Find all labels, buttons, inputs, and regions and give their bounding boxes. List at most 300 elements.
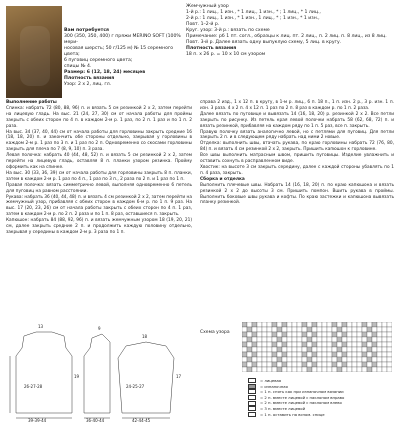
chart-cell	[337, 342, 342, 347]
chart-cell	[327, 347, 332, 352]
chart-cell	[262, 322, 267, 327]
chart-cell	[297, 352, 302, 357]
chart-cell	[307, 352, 312, 357]
chart-cell	[307, 342, 312, 347]
chart-cell	[252, 357, 257, 362]
chart-cell	[262, 332, 267, 337]
note-line: 1-й р.: 1 лиц., 1 изн., * 1 лиц., 1 изн., * ; 1 лиц., * 1 лиц.,	[186, 10, 321, 15]
chart-cell	[357, 352, 362, 357]
chart-cell	[357, 357, 362, 362]
chart-cell	[267, 352, 272, 357]
chart-cell	[367, 332, 372, 337]
garment-schematic	[6, 318, 192, 423]
chart-cell	[312, 362, 317, 367]
chart-cell	[267, 322, 272, 327]
photo-highlight	[20, 26, 50, 86]
chart-cell	[287, 347, 292, 352]
chart-cell	[242, 362, 247, 367]
chart-cell	[287, 357, 292, 362]
chart-cell	[382, 362, 387, 367]
chart-cell	[302, 327, 307, 332]
chart-cell	[252, 362, 257, 367]
chart-cell	[262, 342, 267, 347]
chart-cell	[322, 362, 327, 367]
chart-cell	[362, 352, 367, 357]
chart-cell	[352, 342, 357, 347]
chart-cell	[242, 342, 247, 347]
chart-cell	[347, 352, 352, 357]
chart-cell	[247, 327, 252, 332]
chart-cell	[382, 332, 387, 337]
chart-cell	[312, 337, 317, 342]
chart-cell	[302, 367, 307, 372]
chart-cell	[367, 347, 372, 352]
chart-cell	[282, 352, 287, 357]
front-outline	[84, 334, 110, 413]
chart-cell	[352, 362, 357, 367]
instruction-paragraph: Спинка: набрать 72 (80, 88, 96) п. и вязать 5 см резинкой 2 x 2, затем перейти на лицевую гладь. На выс. 21 (24, 27, 30) см от начала работы для проймы закрыть с обеих сторон по 4 п. в каждом 2-м р. 1 раз, по 2 п. 1 раз и по 1 п. 2 раза.	[6, 105, 192, 129]
instruction-paragraph: Левая полочка: набрать 40 (44, 48, 52) п. и вязать 5 см резинкой 2 x 2, затем перейти на лицевую гладь, оставляя 8 п. планки узором резинка. Пройму оформить как на спинке.	[6, 153, 192, 170]
chart-cell	[337, 362, 342, 367]
chart-cell	[282, 327, 287, 332]
chart-cell	[327, 337, 332, 342]
chart-cell	[277, 347, 282, 352]
chart-cell	[357, 322, 362, 327]
chart-cell	[247, 342, 252, 347]
chart-cell	[282, 342, 287, 347]
chart-cell	[247, 367, 252, 372]
chart-cell	[272, 342, 277, 347]
chart-cell	[362, 342, 367, 347]
gauge-heading: Плотность вязания	[186, 46, 237, 51]
chart-cell	[262, 362, 267, 367]
chart-cell	[337, 352, 342, 357]
chart-cell	[362, 357, 367, 362]
chart-cell	[362, 322, 367, 327]
chart-cell	[332, 367, 337, 372]
chart-cell	[362, 367, 367, 372]
chart-cell	[257, 327, 262, 332]
chart-cell	[267, 332, 272, 337]
chart-cell	[287, 327, 292, 332]
chart-cell	[277, 327, 282, 332]
chart-cell	[257, 357, 262, 362]
chart-cell	[387, 347, 392, 352]
chart-cell	[297, 362, 302, 367]
chart-cell	[247, 357, 252, 362]
product-photo	[6, 6, 62, 98]
chart-cell	[292, 337, 297, 342]
chart-cell	[332, 332, 337, 337]
chart-cell	[347, 327, 352, 332]
chart-cell	[307, 322, 312, 327]
chart-cell	[297, 347, 302, 352]
chart-cell	[257, 337, 262, 342]
chart-cell	[382, 342, 387, 347]
chart-cell	[292, 352, 297, 357]
chart-cell	[297, 337, 302, 342]
chart-cell	[272, 352, 277, 357]
chart-cell	[252, 327, 257, 332]
chart-cell	[272, 332, 277, 337]
chart-cell	[342, 332, 347, 337]
decrease-left-icon	[248, 401, 256, 406]
chart-cell	[382, 347, 387, 352]
chart-cell	[322, 342, 327, 347]
chart-cell	[322, 332, 327, 337]
chart-cell	[327, 362, 332, 367]
materials-line: спицы № 4.	[64, 64, 92, 69]
chart-cell	[377, 352, 382, 357]
chart-cell	[312, 347, 317, 352]
chart-cell	[257, 332, 262, 337]
chart-cell	[302, 347, 307, 352]
chart-cell	[247, 347, 252, 352]
chart-cell	[317, 337, 322, 342]
chart-cell	[347, 347, 352, 352]
chart-cell	[312, 332, 317, 337]
chart-cell	[267, 337, 272, 342]
legend-item: = 1 п. снять как при изнаночном вязании	[248, 389, 394, 395]
chart-cell	[387, 357, 392, 362]
chart-cell	[347, 332, 352, 337]
chart-cell	[342, 352, 347, 357]
chart-cell	[387, 352, 392, 357]
chart-cell	[327, 352, 332, 357]
chart-cell	[327, 367, 332, 372]
chart-cell	[307, 327, 312, 332]
chart-cell	[242, 352, 247, 357]
chart-cell	[337, 367, 342, 372]
chart-cell	[332, 327, 337, 332]
chart-cell	[347, 337, 352, 342]
chart-cell	[347, 367, 352, 372]
chart-cell	[322, 327, 327, 332]
instruction-paragraph: На выс. 30 (33, 36, 39) см от начала работы для горловины закрыть 8 п. планки, затем в каждом 2-м р. 1 раз по 4 п., 1 раз по 3 п., 2 раза по 2 п. и 1 раз по 1 п.	[6, 170, 192, 182]
chart-cell	[317, 327, 322, 332]
chart-cell	[332, 322, 337, 327]
chart-cell	[272, 362, 277, 367]
chart-cell	[267, 367, 272, 372]
chart-cell	[357, 347, 362, 352]
chart-cell	[352, 322, 357, 327]
chart-cell	[387, 342, 392, 347]
gauge-label: Плотность вязания	[64, 76, 115, 81]
chart-cell	[342, 327, 347, 332]
knit-symbol-icon	[248, 378, 256, 383]
note-line: 2-й р.: 1 лиц., 1 изн., * 1 изн., 1 лиц., * ; 1 изн., * 1 изн.,	[186, 16, 320, 21]
chart-cell	[242, 322, 247, 327]
instruction-paragraph: Рукава: набрать 36 (40, 44, 48) п. и вязать 4 см резинкой 2 x 2, затем перейти на жемчужный узор, прибавляя с обеих сторон в каждом 6-м р. по 1 п. 9 раз. На выс. 17 (20, 23, 26) см от начала работы закрыть с обеих сторон по 4 п. 1 раз, затем в каждом 2-м р. по 2 п. 2 раза и по 1 п. 8 раз, оставшиеся п. закрыть.	[6, 194, 192, 218]
chart-cell	[297, 357, 302, 362]
dim-label: 36-40-44	[86, 418, 105, 423]
chart-cell	[297, 327, 302, 332]
chart-cell	[267, 357, 272, 362]
dim-label: 19	[74, 374, 80, 379]
chart-cell	[317, 332, 322, 337]
chart-cell	[297, 367, 302, 372]
chart-cell	[302, 322, 307, 327]
legend-item: = 1 п. оставить на вспом. спице	[248, 412, 394, 418]
note-line: Повт. 3-й р. Далее вязать одну выпуклую схему, 5 лиц. в кругу.	[186, 40, 342, 45]
dim-label: 26-27-28	[24, 384, 43, 389]
chart-cell	[367, 337, 372, 342]
chart-cell	[317, 357, 322, 362]
chart-cell	[377, 322, 382, 327]
legend-item: = 3 п. вместе лицевой	[248, 406, 394, 412]
chart-cell	[377, 332, 382, 337]
chart-cell	[312, 322, 317, 327]
chart-cell	[362, 332, 367, 337]
chart-cell	[277, 357, 282, 362]
chart-cell	[312, 342, 317, 347]
chart-cell	[327, 342, 332, 347]
chart-cell	[292, 342, 297, 347]
chart-cell	[377, 327, 382, 332]
chart-cell	[282, 367, 287, 372]
chart-cell	[372, 332, 377, 337]
chart-cell	[382, 337, 387, 342]
chart-cell	[267, 347, 272, 352]
chart-cell	[257, 322, 262, 327]
size-label: Размер: 6 (12, 18, 24) месяцев	[64, 70, 146, 75]
note-line: Повт. 1–2-й р.	[186, 22, 220, 27]
chart-cell	[312, 352, 317, 357]
chart-cell	[352, 357, 357, 362]
chart-cell	[342, 362, 347, 367]
chart-cell	[277, 352, 282, 357]
chart-cell	[352, 352, 357, 357]
assembly-text: Выполнить плечевые швы. Набрать 14 (16, 18, 20) п. по краю капюшона и вязать резинкой 2 x 2 до высоты 3 см. Пришить помпон. Вшить рукава в проймы. Выполнить боковые швы рукава и кофты. По краю застежки и капюшона вывязать планку резинкой.	[200, 182, 394, 206]
chart-cell	[322, 352, 327, 357]
chart-cell	[367, 327, 372, 332]
chart-cell	[327, 332, 332, 337]
chart-cell	[387, 337, 392, 342]
chart-cell	[302, 337, 307, 342]
chart-cell	[302, 357, 307, 362]
chart-cell	[317, 347, 322, 352]
chart-cell	[287, 362, 292, 367]
chart-cell	[342, 322, 347, 327]
chart-cell	[352, 332, 357, 337]
chart-cell	[292, 332, 297, 337]
chart-cell	[242, 332, 247, 337]
legend-item: = 2 п. вместе лицевой с наклоном влево	[248, 400, 394, 406]
chart-cell	[307, 347, 312, 352]
chart-cell	[307, 362, 312, 367]
chart-cell	[247, 332, 252, 337]
pattern-notes	[186, 4, 394, 58]
chart-cell	[252, 322, 257, 327]
chart-cell	[382, 322, 387, 327]
chart-cell	[307, 337, 312, 342]
chart-cell	[322, 357, 327, 362]
chart-cell	[307, 357, 312, 362]
chart-cell	[277, 332, 282, 337]
chart-cell	[337, 332, 342, 337]
chart-cell	[297, 322, 302, 327]
chart-cell	[257, 367, 262, 372]
purl-symbol-icon	[248, 384, 256, 389]
chart-cell	[292, 367, 297, 372]
chart-cell	[272, 347, 277, 352]
chart-cell	[322, 367, 327, 372]
chart-cell	[387, 322, 392, 327]
chart-cell	[302, 352, 307, 357]
dim-label: 18	[142, 334, 148, 339]
chart-cell	[352, 367, 357, 372]
chart-cell	[337, 337, 342, 342]
chart-cell	[292, 327, 297, 332]
chart-cell	[287, 352, 292, 357]
instructions-heading: Выполнение работы	[6, 100, 57, 105]
chart-cell	[367, 342, 372, 347]
chart-cell	[347, 362, 352, 367]
chart-cell	[247, 352, 252, 357]
chart-cell	[352, 327, 357, 332]
chart-cell	[317, 362, 322, 367]
chart-cell	[292, 362, 297, 367]
chart-cell	[267, 342, 272, 347]
instruction-paragraph: Все швы выполнить матрасным швом, пришить пуговицы. Изделие увлажнить и оставить сохнуть в расправленном виде.	[200, 153, 394, 165]
chart-cell	[242, 357, 247, 362]
chart-cell	[362, 337, 367, 342]
chart-cell	[252, 352, 257, 357]
chart-caption: Схема узора	[200, 330, 230, 335]
chart-cell	[332, 357, 337, 362]
chart-cell	[362, 347, 367, 352]
chart-cell	[272, 357, 277, 362]
instructions-left	[6, 100, 192, 236]
chart-cell	[382, 367, 387, 372]
chart-cell	[367, 362, 372, 367]
chart-cell	[287, 322, 292, 327]
note-line: Примечание: рб 1 пт. согл., образцы к лиц. пт. 2 лиц., п. 2 лиц. п. 8 лиц., из 8 лиц.	[186, 34, 387, 39]
chart-cell	[287, 332, 292, 337]
instruction-paragraph: Капюшон: набрать 84 (88, 92, 96) п. и вязать жемчужным узором 18 (19, 20, 21) см, далее закрыть средние 2 п. и продолжить каждую половину отдельно, закрывая у середины в каждом 2-м р. 3 раза по 1 п.	[6, 218, 192, 235]
chart-cell	[372, 352, 377, 357]
chart-cell	[272, 322, 277, 327]
chart-cell	[347, 357, 352, 362]
chart-cell	[282, 362, 287, 367]
chart-cell	[302, 342, 307, 347]
chart-cell	[332, 352, 337, 357]
chart-cell	[302, 332, 307, 337]
instruction-paragraph: справа 2 изд., 1 х 12 п. в кругу, в 1-м р. лиц., 6 п. 18 п., 1 п. изн. 2 р., 3 р. изн. 1 п. изн. 3 раза. 4 х 2 п. 4 х 12 п. 1 раз по 2 п. 8 раз в каждом р. по 1 п. 2 раза.	[200, 100, 394, 111]
chart-cell	[372, 342, 377, 347]
chart-cell	[342, 357, 347, 362]
chart-cell	[262, 357, 267, 362]
chart-cell	[332, 362, 337, 367]
chart-cell	[272, 367, 277, 372]
chart-cell	[317, 322, 322, 327]
chart-cell	[282, 322, 287, 327]
chart-legend	[248, 378, 394, 417]
instruction-paragraph: Отделка: выполнить швы, втачать рукава, по краю горловины набрать 72 (76, 80, 84) п. и вязать 4 см резинкой 2 x 2, закрыть. Пришить капюшон к горловине.	[200, 141, 394, 153]
instruction-paragraph: Правую полочку вязать аналогично левой, но с петлями для пуговиц. Для петли закрыть 2 п. и в следующем ряду набрать над ними 2 новые.	[200, 129, 394, 141]
chart-cell	[372, 337, 377, 342]
materials-block	[64, 28, 184, 88]
chart-cell	[367, 322, 372, 327]
chart-cell	[242, 347, 247, 352]
legend-item: = лицевая	[248, 378, 394, 384]
gauge-value: 18 п. х 26 р. = 10 х 10 см узором	[186, 52, 266, 57]
materials-line: 300 (350, 350, 400) г пряжи MERINO SOFT (100% мери-	[64, 34, 181, 45]
chart-cell	[277, 337, 282, 342]
sleeve-outline	[118, 342, 174, 413]
chart-cell	[282, 332, 287, 337]
chart-cell	[272, 327, 277, 332]
chart-cell	[247, 362, 252, 367]
chart-cell	[362, 362, 367, 367]
chart-cell	[382, 352, 387, 357]
chart-cell	[262, 352, 267, 357]
chart-cell	[337, 322, 342, 327]
assembly-heading: Сборка и отделка	[200, 176, 245, 182]
chart-cell	[327, 357, 332, 362]
dim-label: 17	[176, 374, 182, 379]
decrease-right-icon	[248, 395, 256, 400]
chart-cell	[357, 337, 362, 342]
dim-label: 39-39-44	[28, 418, 47, 423]
chart-cell	[377, 337, 382, 342]
instruction-paragraph: На выс. 34 (37, 40, 44) см от начала работы для горловины закрыть средние 16 (18, 18, 20) п. и закончить обе стороны отдельно, закрывая у горловины в каждом 2-м р. 1 раз по 3 п. и 1 раз по 2 п. Одновременно со скосами горловины закрыть для плеча по 7 (8, 9, 10) п. 3 раза.	[6, 129, 192, 153]
dim-label: 24-25-27	[126, 384, 145, 389]
three-together-icon	[248, 406, 256, 411]
chart-cell	[282, 357, 287, 362]
chart-cell	[262, 337, 267, 342]
chart-cell	[262, 327, 267, 332]
chart-cell	[262, 347, 267, 352]
chart-cell	[342, 347, 347, 352]
chart-cell	[277, 342, 282, 347]
chart-cell	[327, 327, 332, 332]
note-line: Жемчужный узор	[186, 4, 229, 9]
chart-cell	[242, 337, 247, 342]
chart-cell	[257, 347, 262, 352]
chart-cell	[297, 332, 302, 337]
chart-cell	[252, 332, 257, 337]
chart-cell	[332, 342, 337, 347]
chart-cell	[287, 337, 292, 342]
chart-cell	[322, 347, 327, 352]
chart-cell	[357, 367, 362, 372]
chart-cell	[367, 357, 372, 362]
legend-item: = изнаночная	[248, 384, 394, 390]
chart-cell	[372, 362, 377, 367]
legend-item: = 2 п. вместе лицевой с наклоном вправо	[248, 395, 394, 401]
materials-line: носовая шерсть; 50 г/125 м) № 15 серемного цвета;	[64, 46, 174, 57]
chart-cell	[242, 367, 247, 372]
chart-cell	[387, 327, 392, 332]
instruction-paragraph: Правая полочка: вязать симметрично левой, выполняя одновременно 6 петель для пуговиц на равном расстоянии.	[6, 182, 192, 194]
chart-cell	[347, 342, 352, 347]
dim-label: 13	[38, 324, 44, 329]
chart-cell	[317, 367, 322, 372]
chart-cell	[307, 367, 312, 372]
note-line: Круг. узор: 3-й р.: вязать по схеме	[186, 28, 270, 33]
chart-cell	[292, 347, 297, 352]
materials-line: 6 пуговиц серемного цвета;	[64, 58, 133, 63]
chart-cell	[372, 357, 377, 362]
chart-cell	[377, 342, 382, 347]
chart-cell	[252, 347, 257, 352]
chart-cell	[282, 347, 287, 352]
chart-cell	[357, 327, 362, 332]
chart-cell	[337, 357, 342, 362]
chart-cell	[342, 342, 347, 347]
chart-cell	[247, 337, 252, 342]
